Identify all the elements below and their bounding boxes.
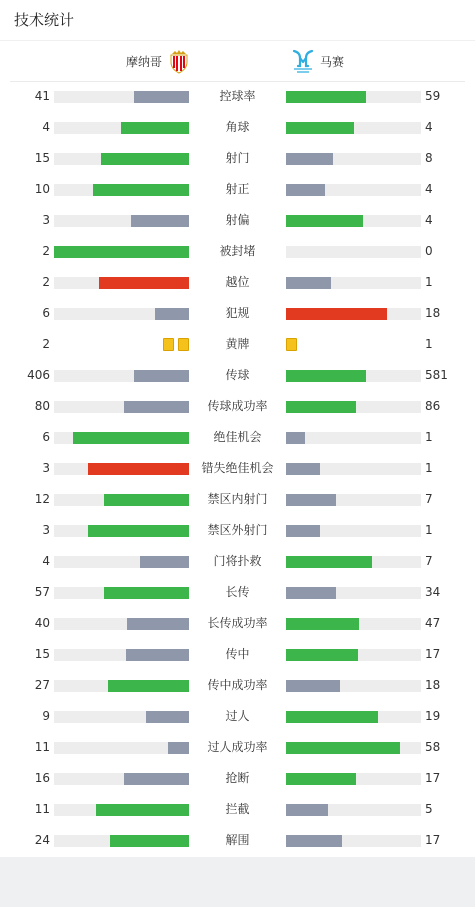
as-monaco-crest-icon: [168, 48, 190, 74]
home-stat-value: 80: [34, 399, 50, 413]
away-stat-bar-fill: [286, 184, 325, 196]
home-stat-bar-track: [54, 742, 189, 754]
away-stat-bar-track: [286, 91, 421, 103]
home-stat-value: 6: [42, 430, 50, 444]
home-stat-bar-fill: [134, 91, 189, 103]
home-stat-value: 27: [34, 678, 50, 692]
stat-row: [0, 701, 475, 732]
home-stat-bar-track: [54, 494, 189, 506]
home-stat-bar-track: [54, 401, 189, 413]
away-stat-bar-track: [286, 587, 421, 599]
home-stat-bar-track: [54, 91, 189, 103]
away-stat-value: 17: [425, 833, 441, 847]
home-stat-bar-fill: [127, 618, 189, 630]
away-stat-bar-fill: [286, 215, 363, 227]
home-stat-value: 3: [42, 213, 50, 227]
home-stat-bar-fill: [88, 463, 189, 475]
home-stat-bar-track: [54, 246, 189, 258]
stat-label: 传中成功率: [207, 678, 268, 692]
home-stat-bar-track: [54, 153, 189, 165]
home-stat-bar-track: [54, 277, 189, 289]
away-team-name: 马赛: [320, 54, 345, 69]
home-stat-bar-track: [54, 587, 189, 599]
away-stat-bar-track: [286, 525, 421, 537]
away-stat-bar-track: [286, 649, 421, 661]
stat-row: [0, 484, 475, 515]
away-stat-bar-fill: [286, 711, 378, 723]
home-stat-value: 15: [34, 647, 50, 661]
away-yellow-cards: [286, 338, 312, 351]
home-stat-bar-fill: [126, 649, 189, 661]
home-stat-bar-fill: [88, 525, 189, 537]
away-stat-bar-track: [286, 680, 421, 692]
home-stat-bar-fill: [96, 804, 189, 816]
stat-label: 角球: [225, 120, 250, 134]
away-stat-bar-track: [286, 742, 421, 754]
home-stat-bar-fill: [140, 556, 189, 568]
home-stat-bar-fill: [155, 308, 189, 320]
home-stat-bar-track: [54, 184, 189, 196]
home-stat-value: 6: [42, 306, 50, 320]
away-stat-bar-track: [286, 494, 421, 506]
stat-row: [0, 670, 475, 701]
home-stat-bar-fill: [73, 432, 189, 444]
away-stat-bar-track: [286, 773, 421, 785]
away-stat-bar-track: [286, 804, 421, 816]
stat-label: 抢断: [225, 771, 250, 785]
stat-label: 传球成功率: [207, 399, 268, 413]
away-stat-bar-track: [286, 184, 421, 196]
away-stat-value: 1: [425, 461, 433, 475]
stat-row: [0, 515, 475, 546]
away-stat-value: 17: [425, 647, 441, 661]
away-stat-value: 4: [425, 182, 433, 196]
home-team-name: 摩纳哥: [126, 54, 163, 69]
stat-label: 禁区外射门: [207, 523, 268, 537]
stat-row: [0, 422, 475, 453]
stat-row: [0, 298, 475, 329]
away-stat-value: 58: [425, 740, 441, 754]
away-stat-bar-fill: [286, 618, 359, 630]
away-stat-bar-fill: [286, 153, 333, 165]
away-stat-bar-track: [286, 215, 421, 227]
stat-row: [0, 763, 475, 794]
home-stat-bar-fill: [54, 246, 189, 258]
away-stat-bar-track: [286, 556, 421, 568]
stat-row: [0, 577, 475, 608]
away-stat-value: 5: [425, 802, 433, 816]
home-stat-bar-track: [54, 432, 189, 444]
away-stat-value: 4: [425, 213, 433, 227]
home-stat-value: 11: [34, 740, 50, 754]
stat-label: 犯规: [225, 306, 250, 320]
stat-row: [0, 608, 475, 639]
home-stat-value: 3: [42, 461, 50, 475]
home-stat-bar-fill: [101, 153, 189, 165]
away-stat-value: 1: [425, 337, 433, 351]
stat-label: 越位: [225, 275, 250, 289]
home-stat-value: 10: [34, 182, 50, 196]
home-stat-bar-track: [54, 525, 189, 537]
stat-label: 绝佳机会: [213, 430, 262, 444]
home-stat-bar-fill: [110, 835, 189, 847]
stat-row: [0, 112, 475, 143]
page-title: 技术统计: [14, 11, 75, 29]
away-stat-bar-fill: [286, 277, 331, 289]
home-stat-value: 406: [27, 368, 50, 382]
away-stat-value: 59: [425, 89, 441, 103]
away-stat-bar-fill: [286, 122, 354, 134]
away-stat-value: 1: [425, 523, 433, 537]
home-stat-value: 12: [34, 492, 50, 506]
home-stat-value: 2: [42, 275, 50, 289]
away-stat-bar-fill: [286, 742, 400, 754]
away-stat-value: 8: [425, 151, 433, 165]
home-stat-bar-fill: [146, 711, 189, 723]
yellow-card-icon: [286, 338, 297, 351]
stat-row: [0, 205, 475, 236]
home-stat-bar-fill: [134, 370, 189, 382]
away-stat-bar-fill: [286, 804, 328, 816]
stat-row: [0, 639, 475, 670]
home-stat-bar-fill: [124, 773, 189, 785]
stat-row: [0, 453, 475, 484]
stat-row: [0, 329, 475, 360]
home-stat-bar-fill: [131, 215, 189, 227]
away-team[interactable]: [292, 47, 344, 75]
away-stat-bar-track: [286, 835, 421, 847]
home-stat-bar-track: [54, 122, 189, 134]
stat-row: [0, 825, 475, 856]
away-stat-bar-track: [286, 370, 421, 382]
away-stat-bar-fill: [286, 432, 305, 444]
away-stat-value: 0: [425, 244, 433, 258]
home-stat-bar-fill: [108, 680, 189, 692]
stat-row: [0, 546, 475, 577]
stat-label: 错失绝佳机会: [201, 461, 274, 475]
away-stat-bar-fill: [286, 494, 336, 506]
away-stat-bar-track: [286, 122, 421, 134]
away-stat-value: 19: [425, 709, 441, 723]
home-stat-value: 4: [42, 120, 50, 134]
home-stat-bar-track: [54, 835, 189, 847]
away-stat-bar-fill: [286, 680, 340, 692]
stat-label: 射门: [225, 151, 250, 165]
home-stat-bar-track: [54, 215, 189, 227]
home-stat-value: 15: [34, 151, 50, 165]
home-stat-bar-fill: [124, 401, 189, 413]
home-stat-value: 9: [42, 709, 50, 723]
home-stat-bar-track: [54, 711, 189, 723]
home-stat-bar-fill: [104, 494, 189, 506]
stat-label: 长传成功率: [207, 616, 268, 630]
away-stat-bar-fill: [286, 91, 366, 103]
home-stat-bar-track: [54, 556, 189, 568]
stat-label: 解围: [225, 833, 250, 847]
home-stat-value: 57: [34, 585, 50, 599]
away-stat-bar-fill: [286, 463, 320, 475]
home-stat-bar-fill: [99, 277, 189, 289]
stat-label: 禁区内射门: [207, 492, 268, 506]
title-divider: [0, 40, 475, 41]
home-stat-bar-fill: [121, 122, 189, 134]
stat-label: 过人成功率: [207, 740, 268, 754]
away-stat-bar-fill: [286, 308, 387, 320]
yellow-card-icon: [163, 338, 174, 351]
away-stat-bar-fill: [286, 835, 342, 847]
away-stat-value: 18: [425, 678, 441, 692]
stat-label: 传中: [225, 647, 250, 661]
stat-row: [0, 732, 475, 763]
home-stat-bar-track: [54, 804, 189, 816]
away-stat-bar-track: [286, 432, 421, 444]
away-stat-bar-fill: [286, 587, 336, 599]
away-stat-bar-track: [286, 153, 421, 165]
away-stat-value: 18: [425, 306, 441, 320]
home-team[interactable]: [126, 47, 190, 75]
stat-label: 传球: [225, 368, 250, 382]
home-stat-value: 11: [34, 802, 50, 816]
stat-label: 射偏: [225, 213, 250, 227]
stat-label: 控球率: [219, 89, 256, 103]
home-stat-value: 2: [42, 337, 50, 351]
away-stat-value: 34: [425, 585, 441, 599]
home-stat-bar-track: [54, 308, 189, 320]
away-stat-value: 7: [425, 492, 433, 506]
home-stat-value: 3: [42, 523, 50, 537]
away-stat-bar-fill: [286, 370, 366, 382]
stat-label: 过人: [225, 709, 250, 723]
stat-label: 黄牌: [225, 337, 250, 351]
stat-row: [0, 174, 475, 205]
away-stat-value: 17: [425, 771, 441, 785]
away-stat-value: 4: [425, 120, 433, 134]
home-stat-bar-track: [54, 649, 189, 661]
home-stat-value: 2: [42, 244, 50, 258]
stat-label: 长传: [225, 585, 250, 599]
home-stat-bar-fill: [104, 587, 189, 599]
away-stat-bar-track: [286, 401, 421, 413]
away-stat-bar-track: [286, 618, 421, 630]
home-stat-value: 4: [42, 554, 50, 568]
yellow-card-icon: [178, 338, 189, 351]
home-stat-bar-fill: [168, 742, 189, 754]
home-stat-value: 40: [34, 616, 50, 630]
home-stat-bar-fill: [93, 184, 189, 196]
home-stat-bar-track: [54, 773, 189, 785]
stat-row: [0, 360, 475, 391]
stat-row: [0, 81, 475, 112]
away-stat-value: 1: [425, 275, 433, 289]
stat-row: [0, 267, 475, 298]
stat-row: [0, 143, 475, 174]
away-stat-bar-fill: [286, 556, 372, 568]
home-stat-bar-track: [54, 618, 189, 630]
away-stat-value: 86: [425, 399, 441, 413]
away-stat-bar-track: [286, 711, 421, 723]
away-stat-bar-track: [286, 277, 421, 289]
away-stat-value: 581: [425, 368, 448, 382]
away-stat-bar-track: [286, 463, 421, 475]
stat-label: 射正: [225, 182, 250, 196]
stat-label: 拦截: [225, 802, 250, 816]
home-yellow-cards: [163, 338, 189, 351]
away-stat-value: 1: [425, 430, 433, 444]
home-stat-value: 41: [34, 89, 50, 103]
home-stat-bar-track: [54, 370, 189, 382]
stat-row: [0, 794, 475, 825]
away-stat-bar-fill: [286, 773, 356, 785]
olympique-marseille-crest-icon: [292, 48, 314, 74]
home-stat-bar-track: [54, 680, 189, 692]
away-stat-bar-fill: [286, 401, 356, 413]
home-stat-value: 24: [34, 833, 50, 847]
stat-row: [0, 391, 475, 422]
away-stat-value: 7: [425, 554, 433, 568]
away-stat-bar-fill: [286, 525, 320, 537]
stat-label: 门将扑救: [213, 554, 262, 568]
away-stat-bar-track: [286, 308, 421, 320]
away-stat-value: 47: [425, 616, 441, 630]
stat-label: 被封堵: [219, 244, 256, 258]
away-stat-bar-fill: [286, 649, 358, 661]
stat-row: [0, 236, 475, 267]
home-stat-bar-track: [54, 463, 189, 475]
away-stat-bar-track: [286, 246, 421, 258]
home-stat-value: 16: [34, 771, 50, 785]
